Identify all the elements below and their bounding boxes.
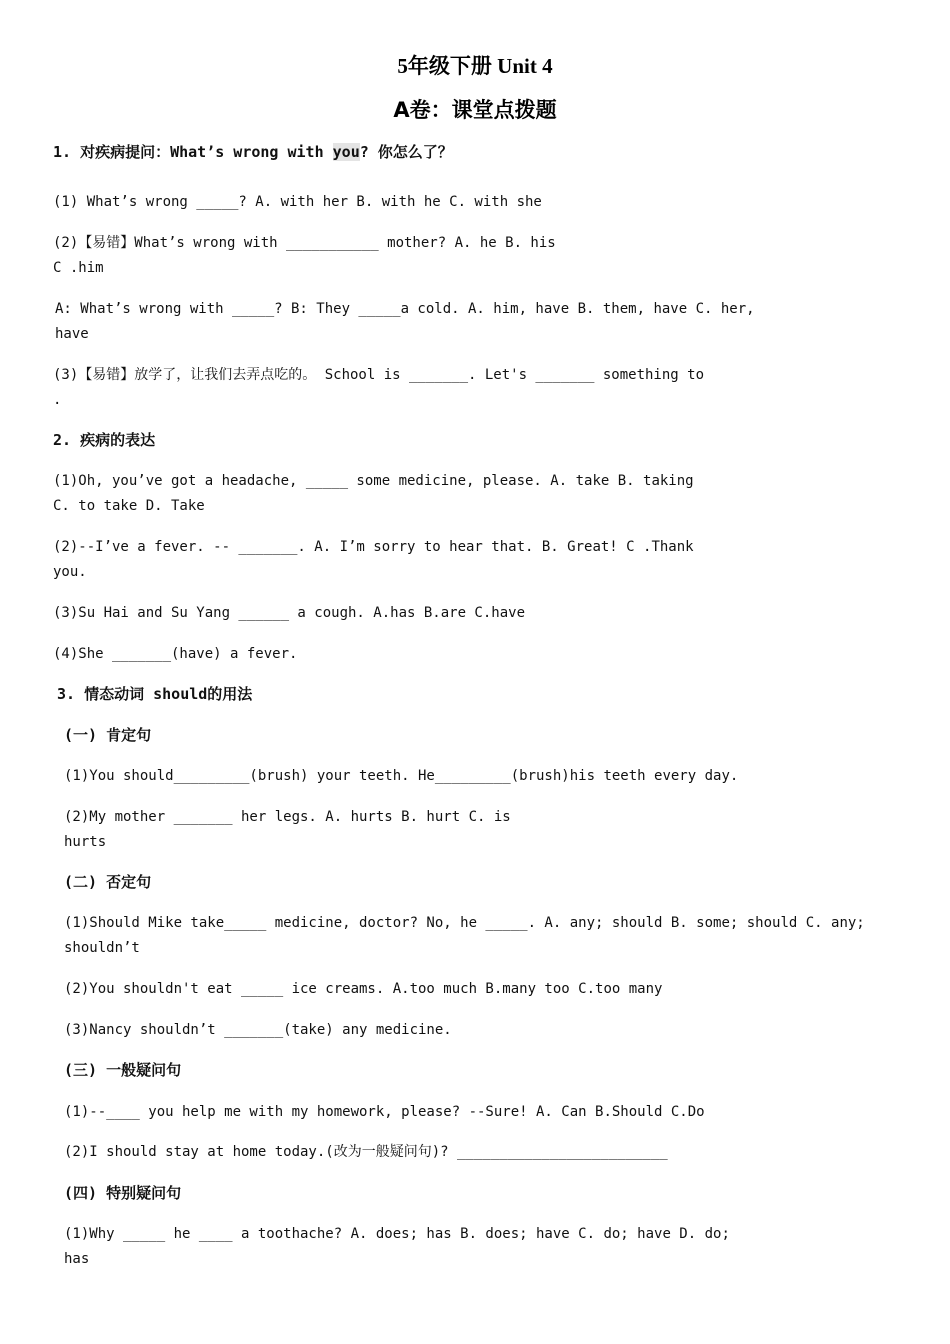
question-1-dialog: A: What’s wrong with _____? B: They _____a cold. A. him, have B. them, have C. her, [55, 301, 755, 317]
question-2-2-cont: you. [53, 564, 87, 580]
question-3b-3: (3)Nancy shouldn’t _______(take) any medicine. [64, 1022, 452, 1038]
subsection-yes-no-question: (三) 一般疑问句 [64, 1061, 182, 1079]
subsection-affirmative: (一) 肯定句 [64, 726, 152, 744]
question-3d-1: (1)Why _____ he ____ a toothache? A. does; has B. does; have C. do; have D. do; [64, 1226, 730, 1242]
section-1-heading-tail: ? 你怎么了？ [359, 143, 453, 161]
question-2-1-cont: C. to take D. Take [53, 498, 205, 514]
question-3a-2-cont: hurts [64, 834, 107, 850]
question-2-4: (4)She _______(have) a fever. [53, 646, 298, 662]
question-2-3: (3)Su Hai and Su Yang ______ a cough. A.has B.are C.have [53, 605, 526, 621]
question-2-2: (2)--I’ve a fever. -- _______. A. I’m sorry to hear that. B. Great! C .Thank [53, 539, 694, 555]
question-3d-1-cont: has [64, 1251, 90, 1267]
question-2-1: (1)Oh, you’ve got a headache, _____ some medicine, please. A. take B. taking [53, 473, 694, 489]
question-3b-1: (1)Should Mike take_____ medicine, doctor? No, he _____. A. any; should B. some; should C. any; [64, 915, 865, 931]
section-1-heading [53, 143, 453, 161]
question-1-dialog-cont: have [55, 326, 89, 342]
subsection-wh-question: (四) 特别疑问句 [64, 1184, 182, 1202]
question-1-3-cont: . [53, 392, 62, 408]
question-3b-2: (2)You shouldn't eat _____ ice creams. A.too much B.many too C.too many [64, 981, 663, 997]
question-1-3: (3)【易错】放学了，让我们去弄点吃的。 School is _______. Let's _______ something to [53, 367, 705, 383]
highlighted-word: you [332, 143, 360, 161]
question-3c-2: (2)I should stay at home today.(改为一般疑问句)? _________________________ [64, 1144, 668, 1160]
question-1-1: (1) What’s wrong _____? A. with her B. with he C. with she [53, 194, 542, 210]
subsection-negative: (二) 否定句 [64, 873, 152, 891]
section-3-heading: 3. 情态动词 should的用法 [57, 685, 253, 703]
document-title: 5年级下册 Unit 4 [397, 54, 553, 78]
question-1-2: (2)【易错】What’s wrong with ___________ mother? A. he B. his [53, 235, 556, 251]
section-2-heading: 2. 疾病的表达 [53, 431, 156, 449]
document-subtitle: A卷：课堂点拨题 [393, 98, 557, 122]
section-1-heading-text: 1. 对疾病提问：What’s wrong with [53, 143, 333, 161]
question-1-2-cont: C .him [53, 260, 104, 276]
question-3a-1: (1)You should_________(brush) your teeth. He_________(brush)his teeth every day. [64, 768, 739, 784]
question-3b-1-cont: shouldn’t [64, 940, 140, 956]
question-3a-2: (2)My mother _______ her legs. A. hurts B. hurt C. is [64, 809, 511, 825]
question-3c-1: (1)--____ you help me with my homework, please? --Sure! A. Can B.Should C.Do [64, 1104, 705, 1120]
